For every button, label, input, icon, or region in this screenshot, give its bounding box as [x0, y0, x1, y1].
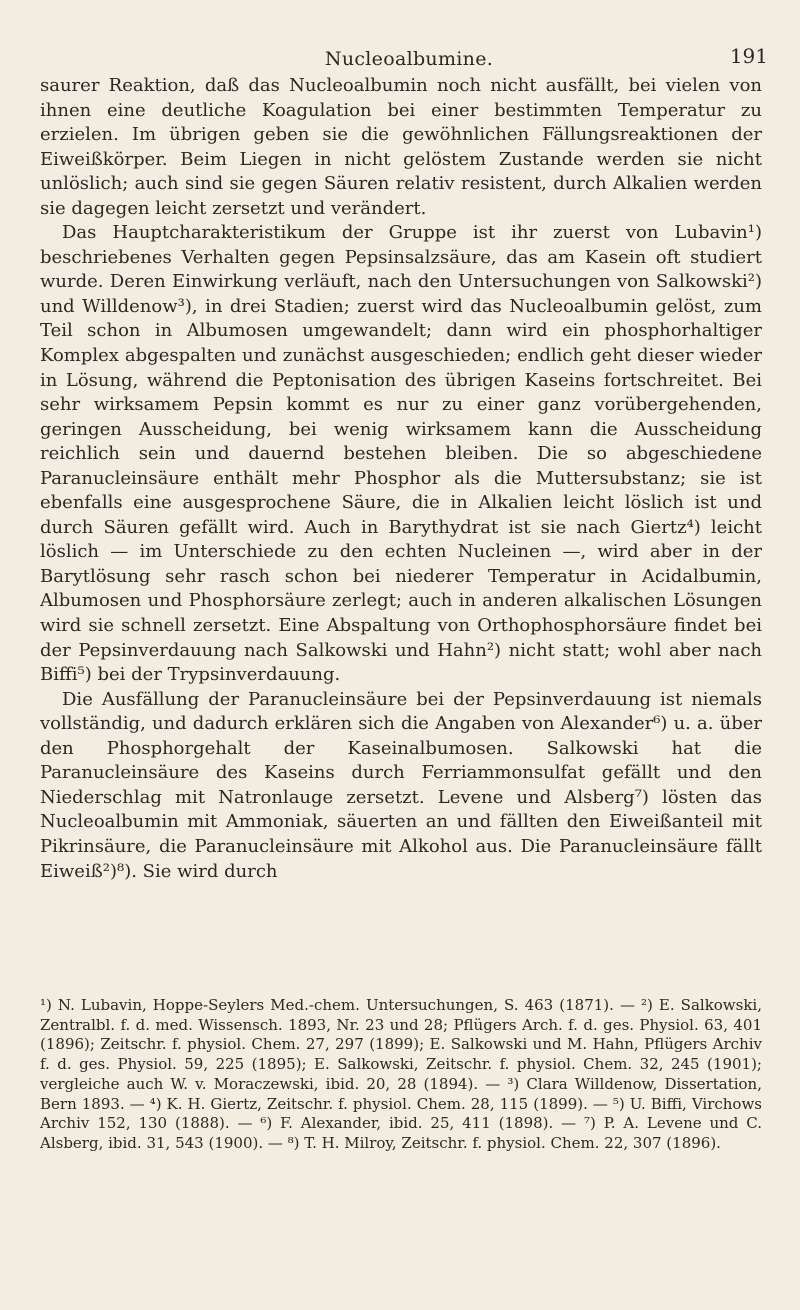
page-number: 191	[729, 44, 768, 68]
footnotes: ¹) N. Lubavin, Hoppe-Seylers Med.-chem. Untersuchungen, S. 463 (1871). — ²) E. Salkowski, Zentralbl. f. d. med. Wissensch. 1893, Nr. 23 und 28; Pflügers Arch. f. d. ges. Physiol. 63, 401 (1896); Zeitschr. f. physiol. Chem. 27, 297 (1899); E. Salkowski und M. Hahn, Pflügers Archiv f. d. ges. Physiol. 59, 225 (1895); E. Salkowski, Zeitschr. f. physiol. Chem. 32, 245 (1901); vergleiche auch W. v. Moraczewski, ibid. 20, 28 (1894). — ³) Clara Willdenow, Dissertation, Bern 1893. — ⁴) K. H. Giertz, Zeitschr. f. physiol. Chem. 28, 115 (1899). — ⁵) U. Biffi, Virchows Archiv 152, 130 (1888). — ⁶) F. Alexander, ibid. 25, 411 (1898). — ⁷) P. A. Levene und C. Alsberg, ibid. 31, 543 (1900). — ⁸) T. H. Milroy, Zeitschr. f. physiol. Chem. 22, 307 (1896).	[40, 996, 762, 1152]
paragraph: Die Ausfällung der Paranucleinsäure bei der Pepsinverdauung ist niemals vollständig, und dadurch erklären sich die Angaben von Alexander⁶) u. a. über den Phosphorgehalt der Kaseinalbumosen. Salkowski hat die Paranucleinsäure des Kaseins durch Ferriammonsulfat gefällt und den Niederschlag mit Natronlauge zersetzt. Levene und Alsberg⁷) lösten das Nucleoalbumin mit Ammoniak, säuerten an und fällten den Eiweißanteil mit Pikrinsäure, die Paranucleinsäure mit Alkohol aus. Die Paranucleinsäure fällt Eiweiß²)⁸). Sie wird durch	[40, 688, 762, 882]
paragraph: saurer Reaktion, daß das Nucleoalbumin noch nicht ausfällt, bei vielen von ihnen eine deutliche Koagulation bei einer bestimmten Temperatur zu erzielen. Im übrigen geben sie die gewöhnlichen Fällungsreaktionen der Eiweißkörper. Beim Liegen in nicht gelöstem Zustande werden sie nicht unlöslich; auch sind sie gegen Säuren relativ resistent, durch Alkalien werden sie dagegen leicht zersetzt und verändert.	[40, 75, 762, 219]
paragraph: Das Hauptcharakteristikum der Gruppe ist ihr zuerst von Lubavin¹) beschriebenes Verhalten gegen Pepsinsalzsäure, das am Kasein oft studiert wurde. Deren Einwirkung verläuft, nach den Untersuchungen von Salkowski²) und Willdenow³), in drei Stadien; zuerst wird das Nucleoalbumin gelöst, zum Teil schon in Albumosen umgewandelt; dann wird ein phosphorhaltiger Komplex abgespalten und zunächst ausgeschieden; endlich geht dieser wieder in Lösung, während die Peptonisation des übrigen Kaseins fortschreitet. Bei sehr wirksamem Pepsin kommt es nur zu einer ganz vorübergehenden, geringen Ausscheidung, bei wenig wirksamem kann die Ausscheidung reichlich sein und dauernd bestehen bleiben. Die so abgeschiedene Paranucleinsäure enthält mehr Phosphor als die Muttersubstanz; sie ist ebenfalls eine ausgesprochene Säure, die in Alkalien leicht löslich ist und durch Säuren gefällt wird. Auch in Barythydrat ist sie nach Giertz⁴) leicht löslich — im Unterschiede zu den echten Nucleinen —, wird aber in der Barytlösung sehr rasch schon bei niederer Temperatur in Acidalbumin, Albumosen und Phosphorsäure zerlegt; auch in anderen alkalischen Lösungen wird sie schnell zersetzt. Eine Abspaltung von Orthophosphorsäure findet bei der Pepsinverdauung nach Salkowski und Hahn²) nicht statt; wohl aber nach Biffi⁵) bei der Trypsinverdauung.	[40, 222, 762, 686]
page-header	[40, 38, 778, 74]
running-head: Nucleoalbumine.	[324, 48, 494, 70]
main-text	[40, 74, 762, 884]
